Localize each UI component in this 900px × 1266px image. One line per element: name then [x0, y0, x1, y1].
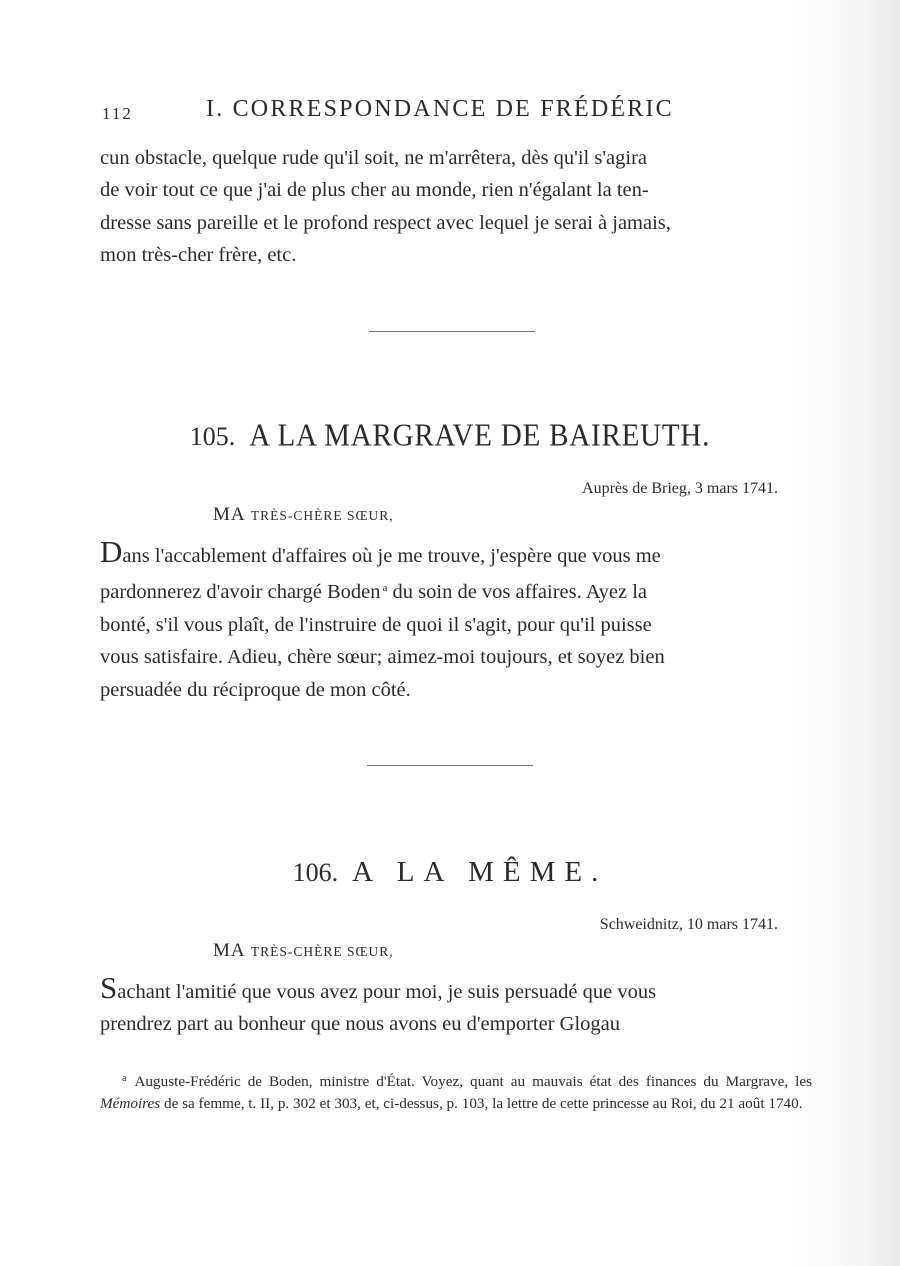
salutation-rest: TRÈS-CHÈRE SŒUR, — [250, 944, 394, 959]
letter-105-dateline: Auprès de Brieg, 3 mars 1741. — [582, 480, 778, 497]
text-line: bonté, s'il vous plaît, de l'instruire de quoi il s'agit, pour qu'il puisse — [100, 613, 652, 636]
letter-105-salutation — [213, 504, 394, 526]
footnote-mark: a — [122, 1073, 127, 1084]
salutation-initial: MA — [213, 504, 246, 525]
letter-105-body — [100, 534, 812, 706]
letter-number: 105. — [189, 422, 236, 451]
text-line — [100, 534, 812, 572]
text-line — [100, 970, 812, 1008]
footnote-italic-title: Mémoires — [100, 1095, 161, 1113]
footnote — [100, 1068, 812, 1115]
letter-105-heading — [0, 420, 900, 453]
running-head-title: I. CORRESPONDANCE DE FRÉDÉRIC — [206, 96, 674, 122]
text-segment: pardonnerez d'avoir chargé Boden — [100, 581, 381, 604]
text-line: vous satisfaire. Adieu, chère sœur; aimez-moi toujours, et soyez bien — [100, 646, 665, 669]
text-segment: ans l'accablement d'affaires où je me trouve, j'espère que vous me — [122, 545, 661, 567]
text-line: cun obstacle, quelque rude qu'il soit, ne m'arrêtera, dès qu'il s'agira — [100, 147, 648, 169]
footnote-text: Auguste-Frédéric de Boden, ministre d'État. Voyez, quant au mauvais état des finances du Margrave, les — [134, 1073, 812, 1090]
letter-title: A LA MÊME. — [352, 856, 608, 888]
salutation-initial: MA — [213, 940, 246, 961]
footnote-text: de sa femme, t. II, p. 302 et 303, et, ci-dessus, p. 103, la lettre de cette princesse au Roi, du 21 août 1740. — [163, 1095, 803, 1113]
letter-106-salutation — [213, 940, 394, 962]
letter-number: 106. — [292, 858, 339, 887]
drop-initial: D — [100, 534, 123, 569]
section-divider — [367, 765, 533, 766]
letter-106-heading — [0, 856, 900, 889]
text-line — [100, 572, 812, 608]
drop-initial: S — [100, 970, 118, 1005]
footnote-reference: a — [382, 582, 388, 595]
text-line: mon très-cher frère, etc. — [100, 244, 297, 267]
letter-title: A LA MARGRAVE DE BAIREUTH. — [249, 418, 711, 454]
text-line: persuadée du réciproque de mon côté. — [100, 678, 411, 701]
text-segment: du soin de vos affaires. Ayez la — [392, 581, 648, 604]
text-line: de voir tout ce que j'ai de plus cher au monde, rien n'égalant la ten- — [100, 179, 649, 202]
letter-106-dateline: Schweidnitz, 10 mars 1741. — [599, 916, 778, 933]
letter-106-body — [100, 970, 812, 1041]
running-head — [100, 96, 720, 128]
text-line: prendrez part au bonheur que nous avons eu d'emporter Glogau — [100, 1013, 621, 1036]
text-line: dresse sans pareille et le profond respect avec lequel je serai à jamais, — [100, 211, 671, 234]
page-number: 112 — [102, 104, 133, 123]
continuation-paragraph — [100, 142, 812, 272]
section-divider — [369, 331, 535, 332]
salutation-rest: TRÈS-CHÈRE SŒUR, — [250, 508, 394, 523]
text-segment: achant l'amitié que vous avez pour moi, je suis persuadé que vous — [117, 981, 657, 1003]
